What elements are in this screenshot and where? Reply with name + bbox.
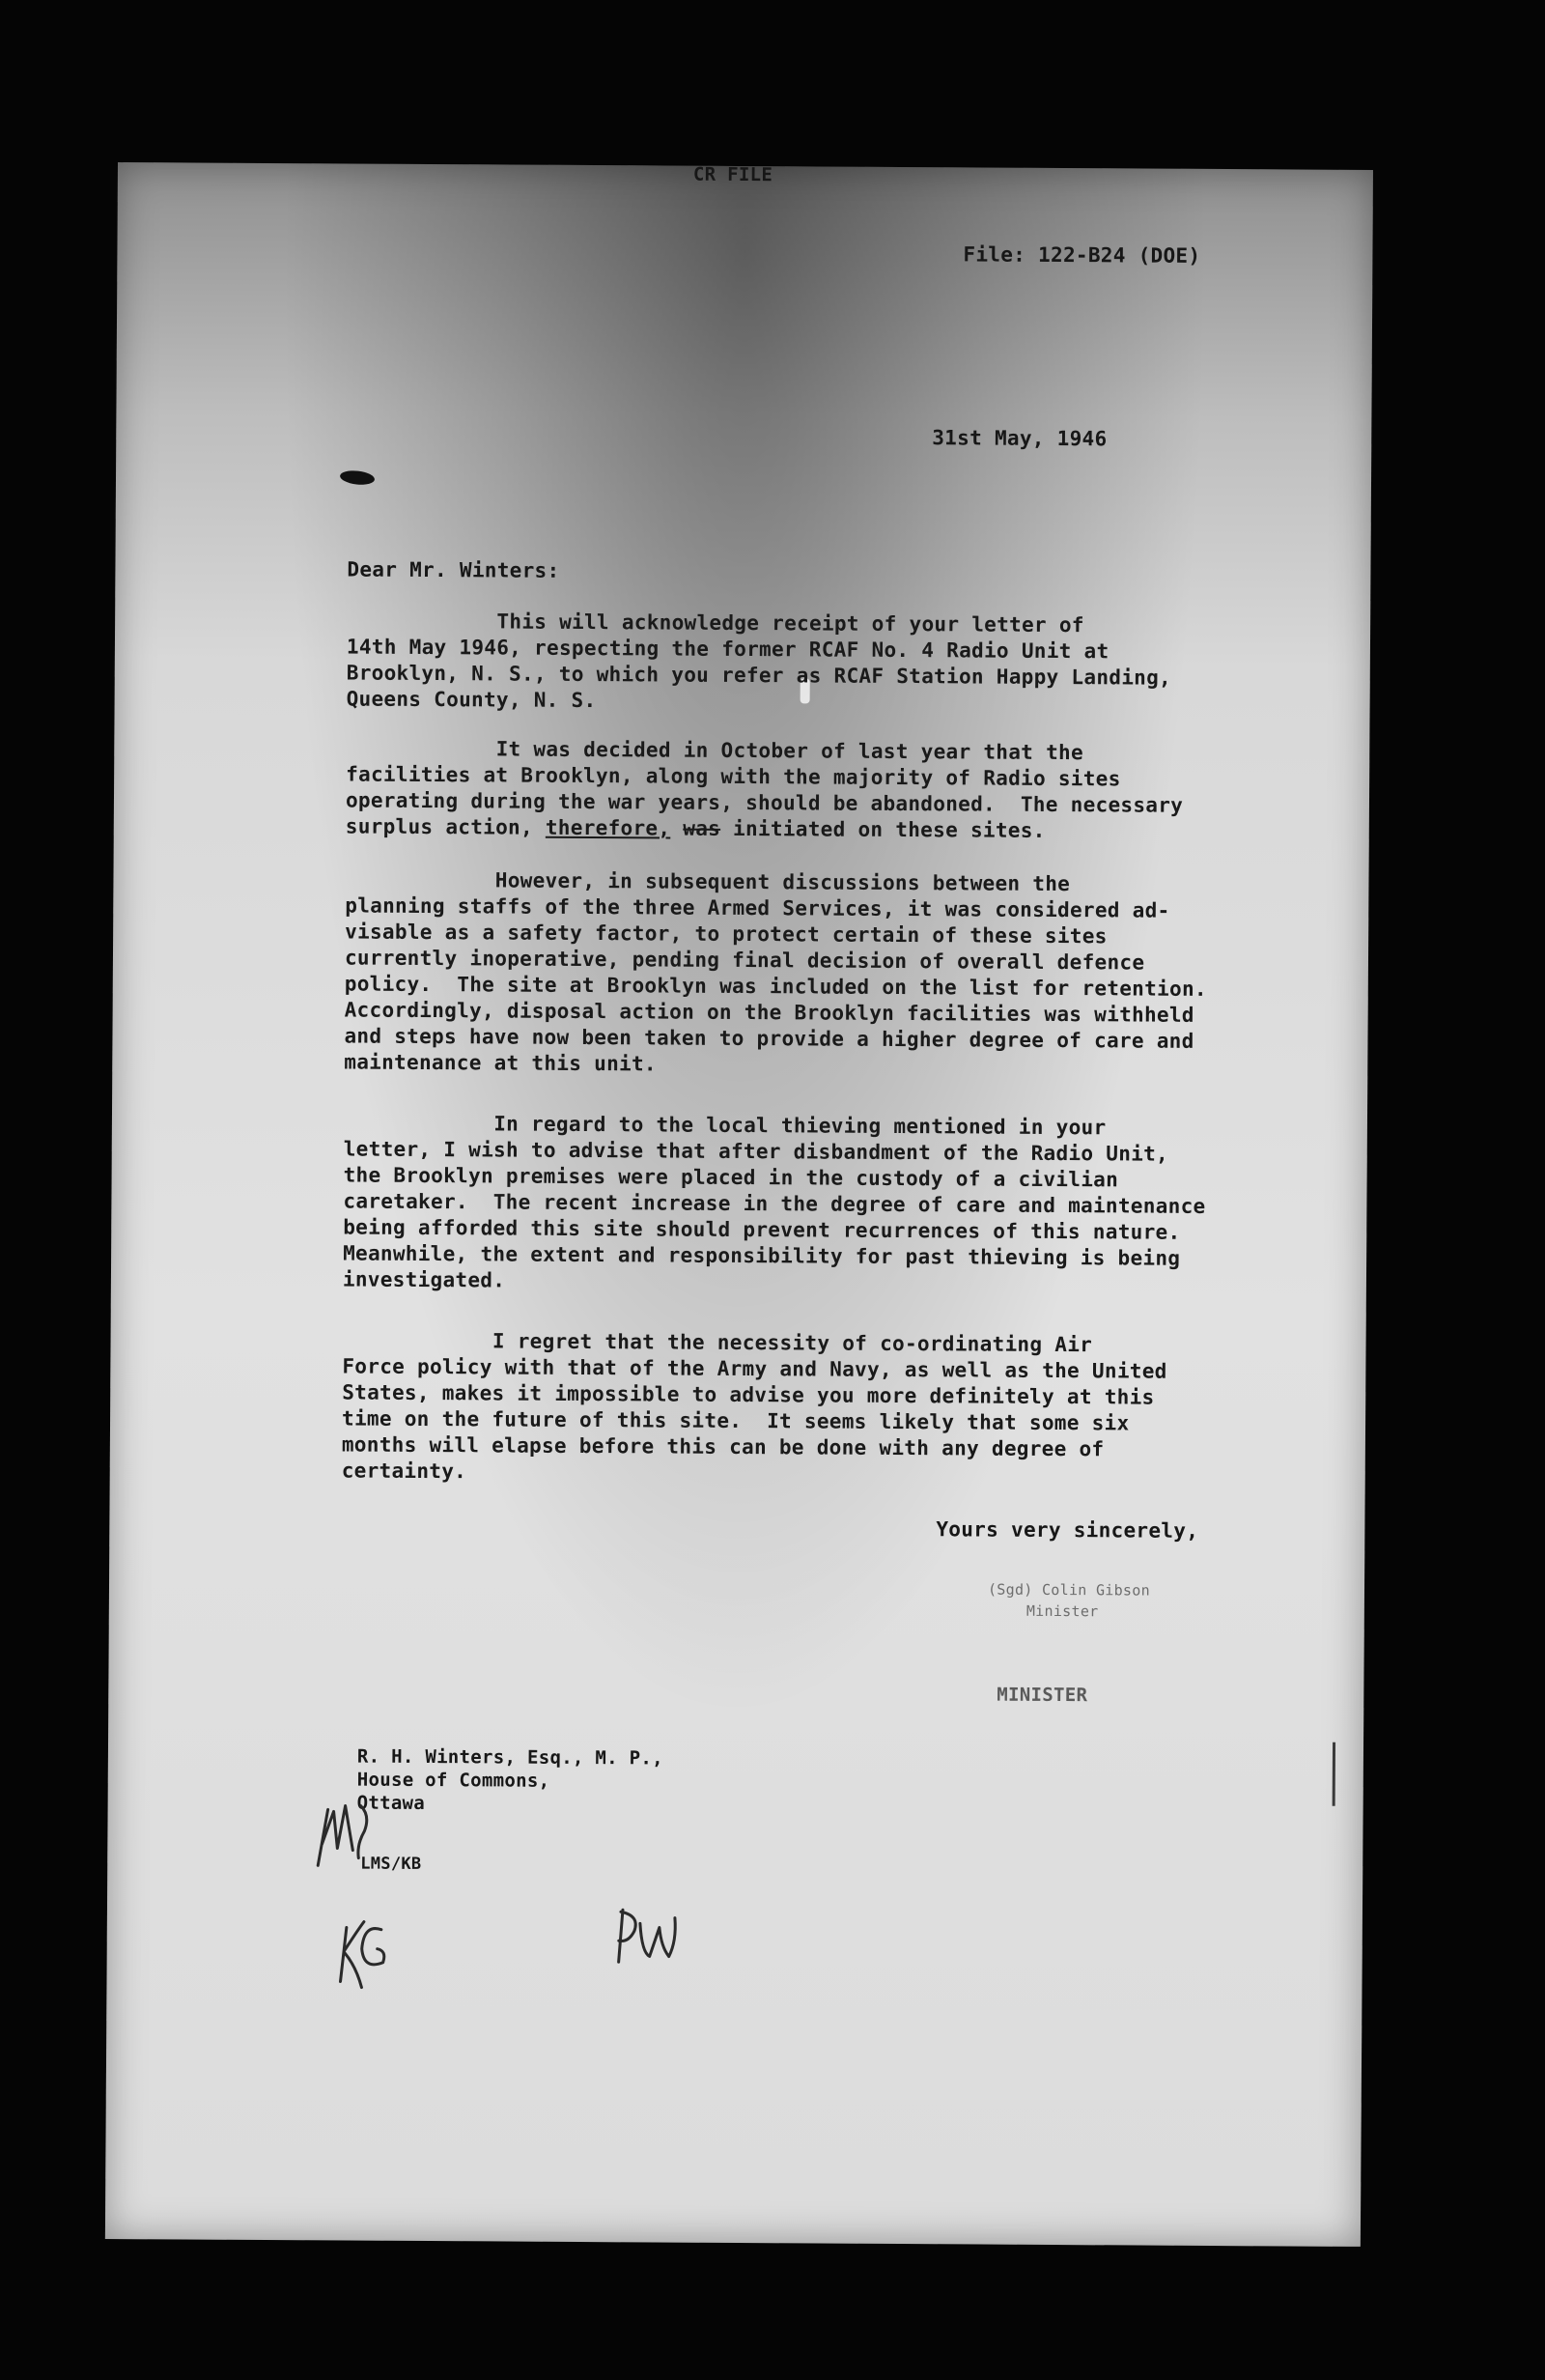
paragraph-line: 14th May 1946, respecting the former RCAF No. 4 Radio Unit at xyxy=(346,635,1110,664)
handwritten-initial-1m xyxy=(318,1805,367,1865)
paragraph-line: and steps have now been taken to provide a higher degree of care and xyxy=(344,1024,1194,1053)
recipient-office: House of Commons, xyxy=(356,1769,550,1792)
paragraph-line: facilities at Brooklyn, along with the majority of Radio sites xyxy=(346,762,1121,791)
handwritten-initial-pw xyxy=(619,1910,676,1962)
paragraph-line: time on the future of this site. It seems likely that some six xyxy=(341,1406,1130,1435)
paragraph-line: planning staffs of the three Armed Services, it was considered ad- xyxy=(345,893,1170,922)
closing: Yours very sincerely, xyxy=(936,1517,1199,1543)
paragraph-line: States, makes it impossible to advise you more definitely at this xyxy=(342,1380,1155,1409)
paragraph-line: This will acknowledge receipt of your letter of xyxy=(347,609,1084,638)
paragraph-line: Brooklyn, N. S., to which you refer as RCAF Station Happy Landing, xyxy=(346,661,1172,690)
document-page xyxy=(105,162,1373,2247)
paragraph-line: Queens County, N. S. xyxy=(346,687,597,713)
file-reference: File: 122-B24 (DOE) xyxy=(963,242,1201,268)
minister-stamp: MINISTER xyxy=(997,1684,1088,1707)
signature-note-name: (Sgd) Colin Gibson xyxy=(987,1580,1151,1600)
paragraph-line: Accordingly, disposal action on the Brooklyn facilities was withheld xyxy=(344,998,1194,1027)
paragraph-line: Meanwhile, the extent and responsibility for past thieving is being xyxy=(343,1241,1181,1270)
text-segment: initiated on these sites. xyxy=(720,816,1046,842)
paragraph-line: the Brooklyn premises were placed in the custody of a civilian xyxy=(343,1163,1119,1192)
paragraph-line: It was decided in October of last year that the xyxy=(346,736,1084,765)
struck-word: was xyxy=(683,816,721,840)
paragraph-line: caretaker. The recent increase in the degree of care and maintenance xyxy=(343,1189,1206,1218)
paragraph-line: months will elapse before this can be done with any degree of xyxy=(341,1432,1105,1461)
handwritten-initial-kg xyxy=(340,1921,384,1987)
paragraph-line: visable as a safety factor, to protect certain of these sites xyxy=(345,920,1108,949)
signature-note-title: Minister xyxy=(1025,1601,1099,1621)
paragraph-line: certainty. xyxy=(341,1459,467,1484)
paragraph-line: currently inoperative, pending final decision of overall defence xyxy=(344,946,1145,975)
paragraph-line: However, in subsequent discussions between the xyxy=(345,867,1071,896)
paragraph-line: Force policy with that of the Army and Navy, as well as the United xyxy=(342,1354,1167,1383)
salutation: Dear Mr. Winters: xyxy=(347,557,560,582)
paragraph-line: investigated. xyxy=(342,1267,506,1292)
paragraph-line: In regard to the local thieving mentioned in your xyxy=(343,1111,1107,1140)
paragraph-line: maintenance at this unit. xyxy=(344,1050,657,1076)
cr-file-header: CR FILE xyxy=(692,163,773,186)
paragraph-line: being afforded this site should prevent recurrences of this nature. xyxy=(343,1215,1181,1244)
recipient-name: R. H. Winters, Esq., M. P., xyxy=(356,1745,663,1770)
paragraph-line: operating during the war years, should be abandoned. The necessary xyxy=(345,788,1184,817)
paragraph-line: letter, I wish to advise that after disbandment of the Radio Unit, xyxy=(343,1137,1169,1166)
handwritten-marks xyxy=(105,162,1373,2247)
underlined-word: therefore, xyxy=(545,815,671,840)
letter-date: 31st May, 1946 xyxy=(932,426,1108,451)
text-segment: surplus action, xyxy=(345,814,546,839)
recipient-city: Ottawa xyxy=(356,1792,426,1815)
typist-initials: LMS/KB xyxy=(360,1854,422,1874)
paragraph-line: policy. The site at Brooklyn was included on the list for retention. xyxy=(344,972,1207,1001)
paragraph-line: I regret that the necessity of co-ordinating Air xyxy=(342,1328,1093,1357)
